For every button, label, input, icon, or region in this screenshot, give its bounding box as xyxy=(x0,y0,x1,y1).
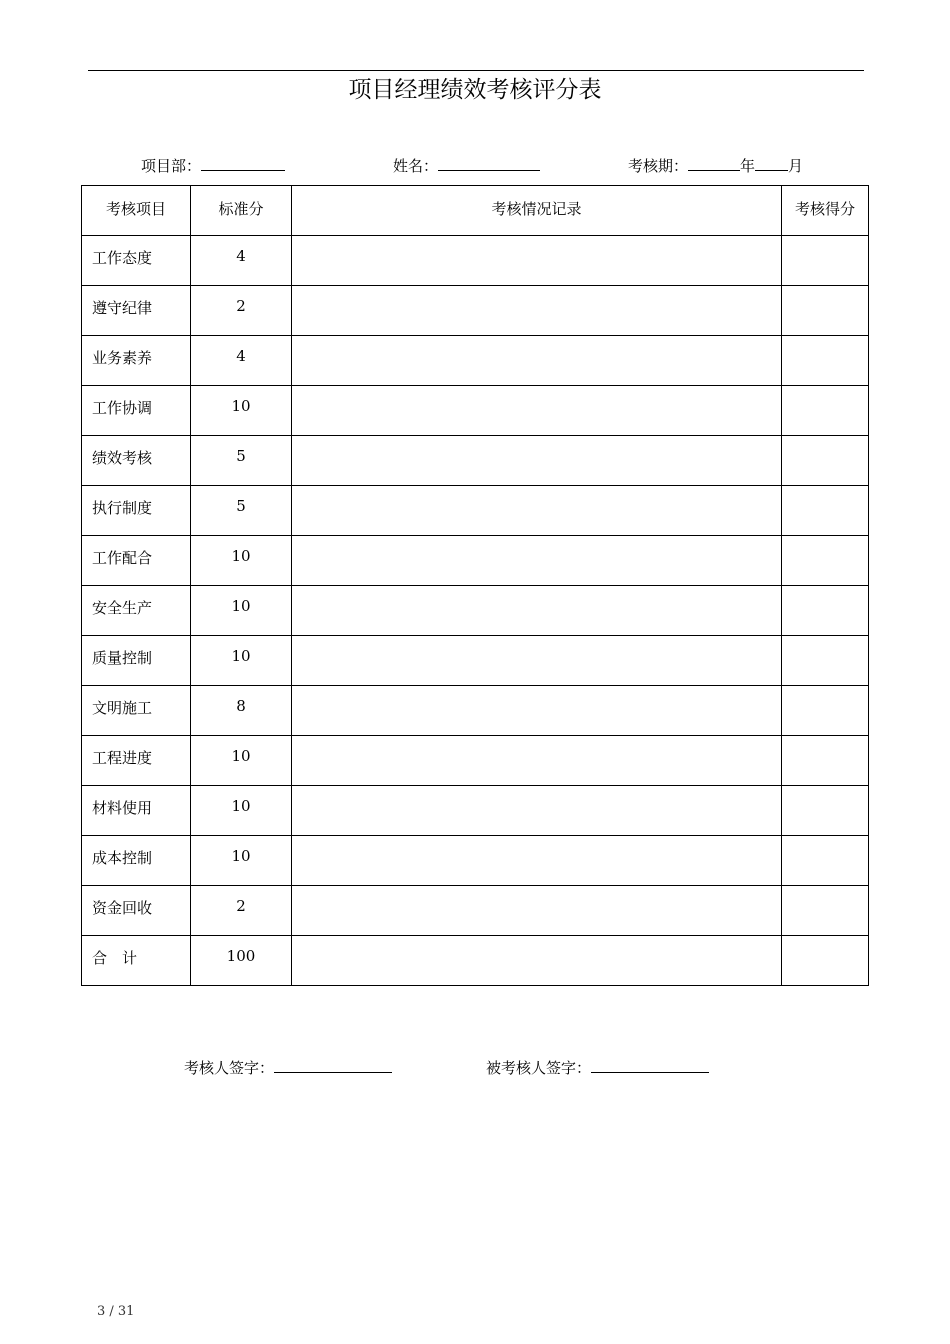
row-record-cell[interactable] xyxy=(292,536,782,586)
row-item: 资金回收 xyxy=(82,886,191,936)
row-standard: 10 xyxy=(191,636,292,686)
department-field xyxy=(141,154,285,176)
row-standard: 4 xyxy=(191,336,292,386)
table-row xyxy=(82,886,869,936)
department-blank[interactable] xyxy=(201,154,285,171)
row-standard: 10 xyxy=(191,736,292,786)
table-row xyxy=(82,736,869,786)
row-score-cell[interactable] xyxy=(782,436,869,486)
assessor-label: 考核人签字： xyxy=(184,1059,275,1077)
row-score-cell[interactable] xyxy=(782,386,869,436)
name-label: 姓名： xyxy=(393,157,439,175)
page-title: 项目经理绩效考核评分表 xyxy=(348,77,602,103)
year-label: 年 xyxy=(740,157,756,175)
total-label: 合 计 xyxy=(82,936,191,986)
table-row xyxy=(82,286,869,336)
row-item: 质量控制 xyxy=(82,636,191,686)
row-standard: 5 xyxy=(191,486,292,536)
table-header-row xyxy=(82,186,869,236)
row-score-cell[interactable] xyxy=(782,586,869,636)
row-item: 业务素养 xyxy=(82,336,191,386)
row-record-cell[interactable] xyxy=(292,736,782,786)
table-row xyxy=(82,636,869,686)
row-score-cell[interactable] xyxy=(782,836,869,886)
table-row xyxy=(82,336,869,386)
assessor-signature-blank[interactable] xyxy=(274,1056,392,1073)
row-score-cell[interactable] xyxy=(782,736,869,786)
row-record-cell[interactable] xyxy=(292,336,782,386)
row-standard: 10 xyxy=(191,786,292,836)
department-label: 项目部： xyxy=(141,157,202,175)
row-record-cell[interactable] xyxy=(292,886,782,936)
table-row xyxy=(82,536,869,586)
month-blank[interactable] xyxy=(755,154,788,171)
row-score-cell[interactable] xyxy=(782,886,869,936)
page-number: 3 / 31 xyxy=(97,1304,135,1319)
table-row xyxy=(82,786,869,836)
row-record-cell[interactable] xyxy=(292,436,782,486)
row-standard: 10 xyxy=(191,386,292,436)
row-score-cell[interactable] xyxy=(782,236,869,286)
row-record-cell[interactable] xyxy=(292,786,782,836)
assessor-signature xyxy=(184,1056,392,1078)
year-blank[interactable] xyxy=(688,154,740,171)
table-total-row xyxy=(82,936,869,986)
row-record-cell[interactable] xyxy=(292,836,782,886)
row-record-cell[interactable] xyxy=(292,636,782,686)
table-row xyxy=(82,436,869,486)
row-score-cell[interactable] xyxy=(782,536,869,586)
name-blank[interactable] xyxy=(438,154,540,171)
row-standard: 8 xyxy=(191,686,292,736)
assessee-label: 被考核人签字： xyxy=(486,1059,592,1077)
table-row xyxy=(82,586,869,636)
table-row xyxy=(82,836,869,886)
row-standard: 4 xyxy=(191,236,292,286)
row-item: 工作配合 xyxy=(82,536,191,586)
row-record-cell[interactable] xyxy=(292,586,782,636)
row-item: 执行制度 xyxy=(82,486,191,536)
header-item: 考核项目 xyxy=(82,186,191,236)
period-field xyxy=(628,154,803,176)
score-table xyxy=(81,185,869,986)
row-standard: 10 xyxy=(191,586,292,636)
row-item: 工作态度 xyxy=(82,236,191,286)
assessee-signature xyxy=(486,1056,709,1078)
header-score: 考核得分 xyxy=(782,186,869,236)
header-rule xyxy=(88,70,864,71)
header-standard: 标准分 xyxy=(191,186,292,236)
row-score-cell[interactable] xyxy=(782,486,869,536)
row-record-cell[interactable] xyxy=(292,386,782,436)
table-row xyxy=(82,686,869,736)
row-item: 绩效考核 xyxy=(82,436,191,486)
table-row xyxy=(82,386,869,436)
row-item: 文明施工 xyxy=(82,686,191,736)
row-standard: 2 xyxy=(191,286,292,336)
row-item: 遵守纪律 xyxy=(82,286,191,336)
row-item: 材料使用 xyxy=(82,786,191,836)
total-score-cell[interactable] xyxy=(782,936,869,986)
row-score-cell[interactable] xyxy=(782,336,869,386)
row-score-cell[interactable] xyxy=(782,636,869,686)
row-score-cell[interactable] xyxy=(782,786,869,836)
total-standard: 100 xyxy=(191,936,292,986)
row-item: 工作协调 xyxy=(82,386,191,436)
row-record-cell[interactable] xyxy=(292,486,782,536)
row-standard: 10 xyxy=(191,536,292,586)
row-score-cell[interactable] xyxy=(782,286,869,336)
row-record-cell[interactable] xyxy=(292,686,782,736)
row-score-cell[interactable] xyxy=(782,686,869,736)
table-row xyxy=(82,236,869,286)
row-item: 安全生产 xyxy=(82,586,191,636)
row-standard: 2 xyxy=(191,886,292,936)
table-row xyxy=(82,486,869,536)
row-standard: 5 xyxy=(191,436,292,486)
name-field xyxy=(393,154,540,176)
row-record-cell[interactable] xyxy=(292,286,782,336)
month-label: 月 xyxy=(788,157,804,175)
period-label: 考核期： xyxy=(628,157,689,175)
row-standard: 10 xyxy=(191,836,292,886)
row-item: 工程进度 xyxy=(82,736,191,786)
assessee-signature-blank[interactable] xyxy=(591,1056,709,1073)
row-item: 成本控制 xyxy=(82,836,191,886)
row-record-cell[interactable] xyxy=(292,236,782,286)
total-record-cell[interactable] xyxy=(292,936,782,986)
header-record: 考核情况记录 xyxy=(292,186,782,236)
